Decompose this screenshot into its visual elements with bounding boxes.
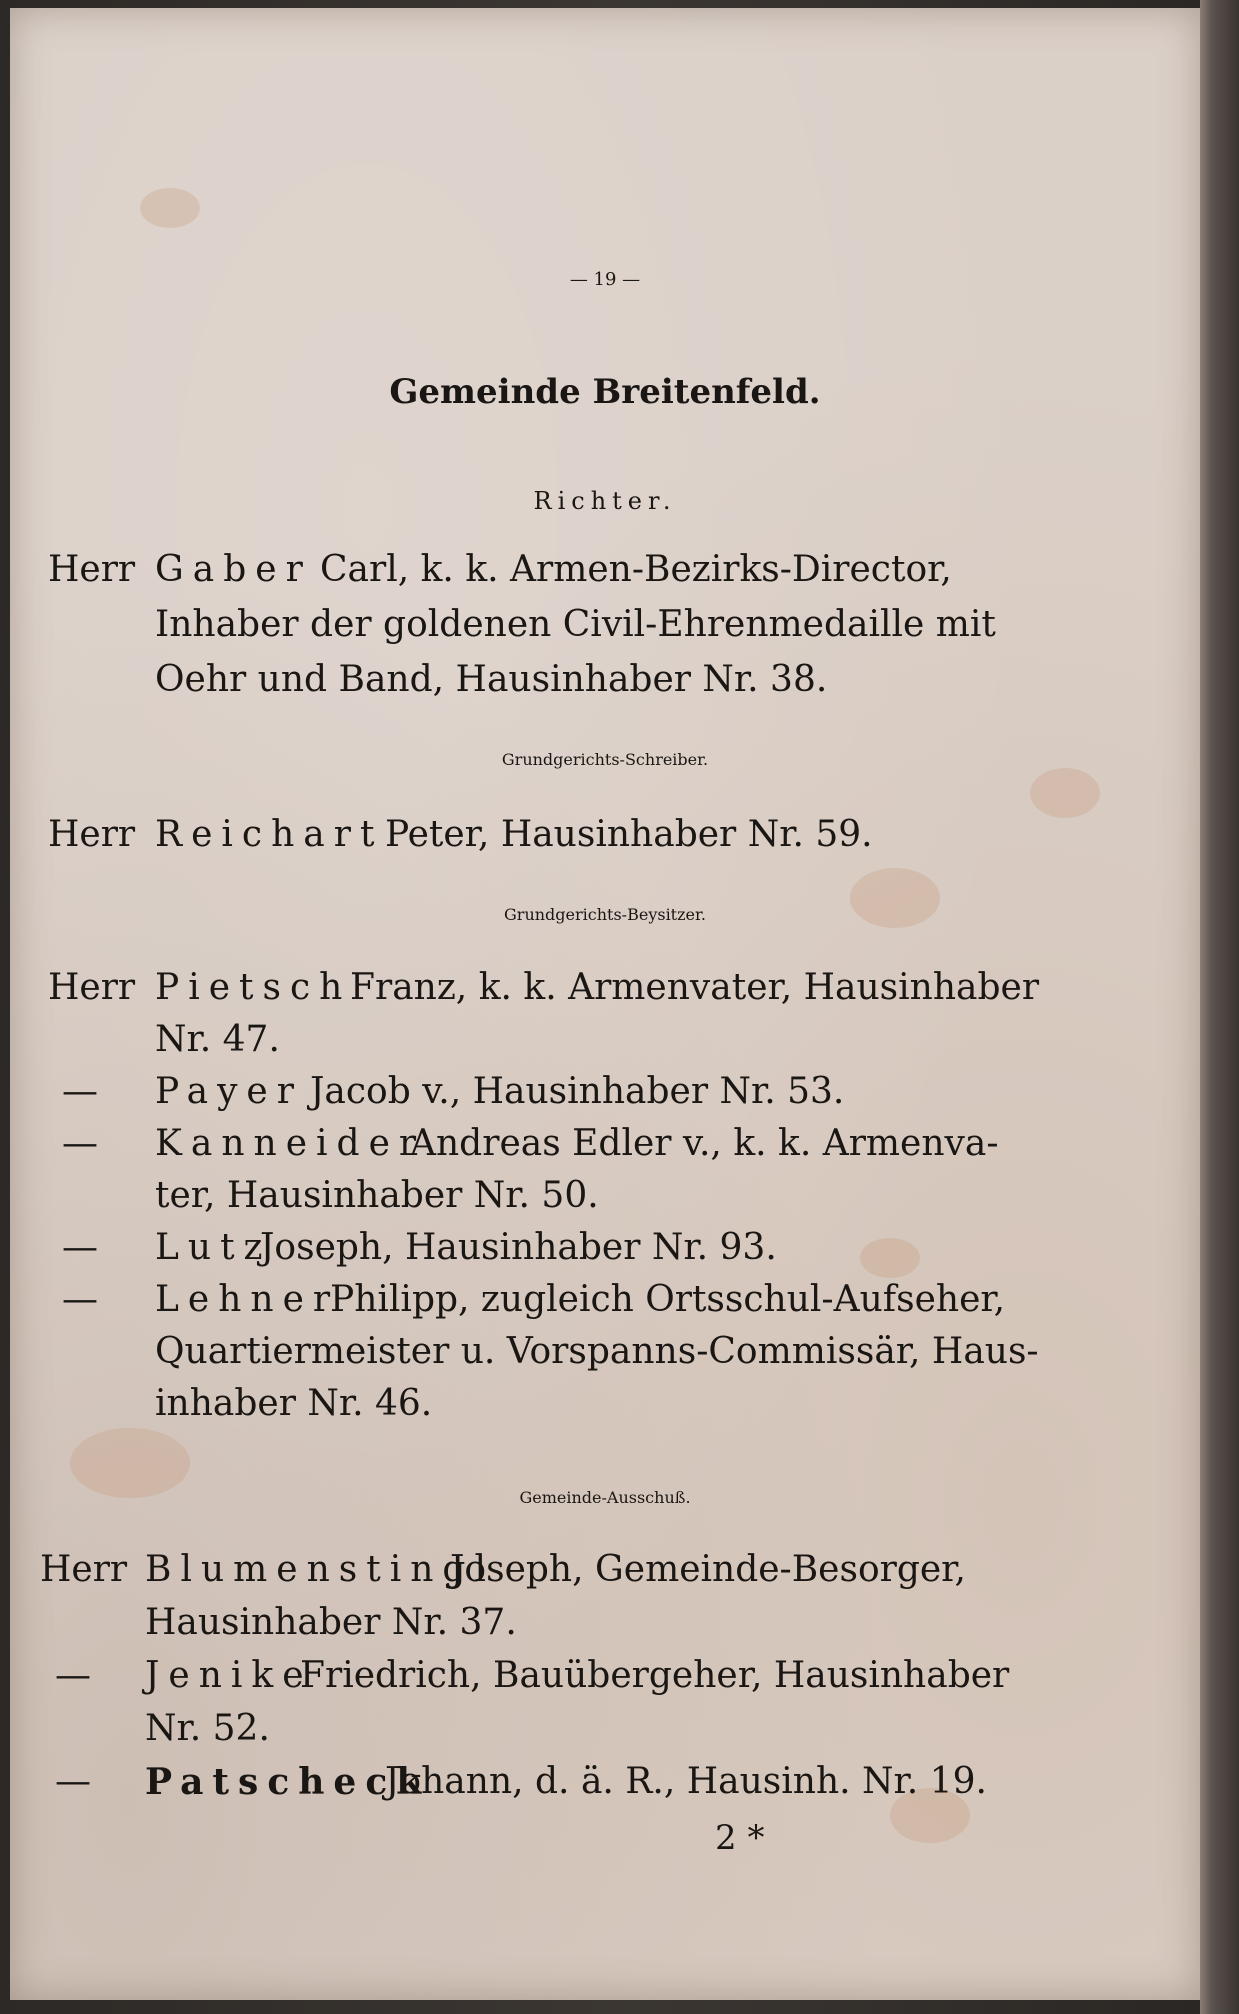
entry-text: Peter, Hausinhaber Nr. 59.	[385, 814, 873, 855]
entry-lead: —	[55, 1761, 91, 1802]
entry-lead: —	[62, 1279, 98, 1320]
entry-text: Joseph, Hausinhaber Nr. 93.	[260, 1227, 777, 1268]
entry-text: Joseph, Gemeinde-Besorger,	[450, 1549, 966, 1590]
entry-lead: Herr	[48, 967, 136, 1008]
signature-mark: 2 *	[715, 1818, 765, 1858]
entry-surname: Kanneider	[155, 1123, 426, 1164]
entry-lead: —	[62, 1071, 98, 1112]
entry-text: Inhaber der goldenen Civil-Ehrenmedaille mit	[155, 604, 996, 645]
entry-surname: Patscheck	[145, 1761, 431, 1803]
book-page	[10, 8, 1200, 2000]
entry-text: Carl, k. k. Armen-Bezirks-Director,	[320, 549, 952, 590]
entry-text: Franz, k. k. Armenvater, Hausinhaber	[350, 967, 1040, 1008]
page-edge	[1200, 0, 1239, 2014]
section-heading: Grundgerichts-Beysitzer.	[504, 905, 706, 924]
entry-lead: Herr	[40, 1549, 128, 1590]
entry-surname: Blumenstingl	[145, 1549, 495, 1590]
page-number: — 19 —	[569, 269, 641, 290]
entry-text: Oehr und Band, Hausinhaber Nr. 38.	[155, 659, 828, 700]
entry-text: Andreas Edler v., k. k. Armenva-	[410, 1123, 999, 1164]
entry-text: inhaber Nr. 46.	[155, 1383, 433, 1424]
entry-text: Quartiermeister u. Vorspanns-Commissär, Haus-	[155, 1331, 1039, 1372]
entry-lead: —	[62, 1123, 98, 1164]
entry-surname: Reichart	[155, 814, 384, 855]
entry-surname: Payer	[155, 1071, 303, 1112]
entry-surname: Lehner	[155, 1279, 340, 1320]
entry-text: Nr. 52.	[145, 1708, 270, 1749]
entry-text: ter, Hausinhaber Nr. 50.	[155, 1175, 599, 1216]
entry-text: Philipp, zugleich Ortsschul-Aufseher,	[330, 1279, 1006, 1320]
entry-lead: —	[62, 1227, 98, 1268]
section-heading: Grundgerichts-Schreiber.	[501, 750, 709, 769]
section-heading: Richter.	[533, 487, 677, 515]
entry-text: Jacob v., Hausinhaber Nr. 53.	[310, 1071, 845, 1112]
entry-lead: Herr	[48, 814, 136, 855]
entry-lead: —	[55, 1655, 91, 1696]
section-heading: Gemeinde-Ausschuß.	[519, 1488, 691, 1507]
entry-surname: Lutz	[155, 1227, 272, 1268]
entry-surname: Jenike	[145, 1655, 313, 1696]
entry-text: Johann, d. ä. R., Hausinh. Nr. 19.	[385, 1761, 987, 1802]
entry-surname: Pietsch	[155, 967, 352, 1008]
entry-text: Friedrich, Bauübergeher, Hausinhaber	[300, 1655, 1010, 1696]
entry-surname: Gaber	[155, 549, 312, 590]
entry-text: Hausinhaber Nr. 37.	[145, 1602, 517, 1643]
entry-lead: Herr	[48, 549, 136, 590]
page-title: Gemeinde Breitenfeld.	[389, 372, 821, 412]
entry-text: Nr. 47.	[155, 1019, 280, 1060]
